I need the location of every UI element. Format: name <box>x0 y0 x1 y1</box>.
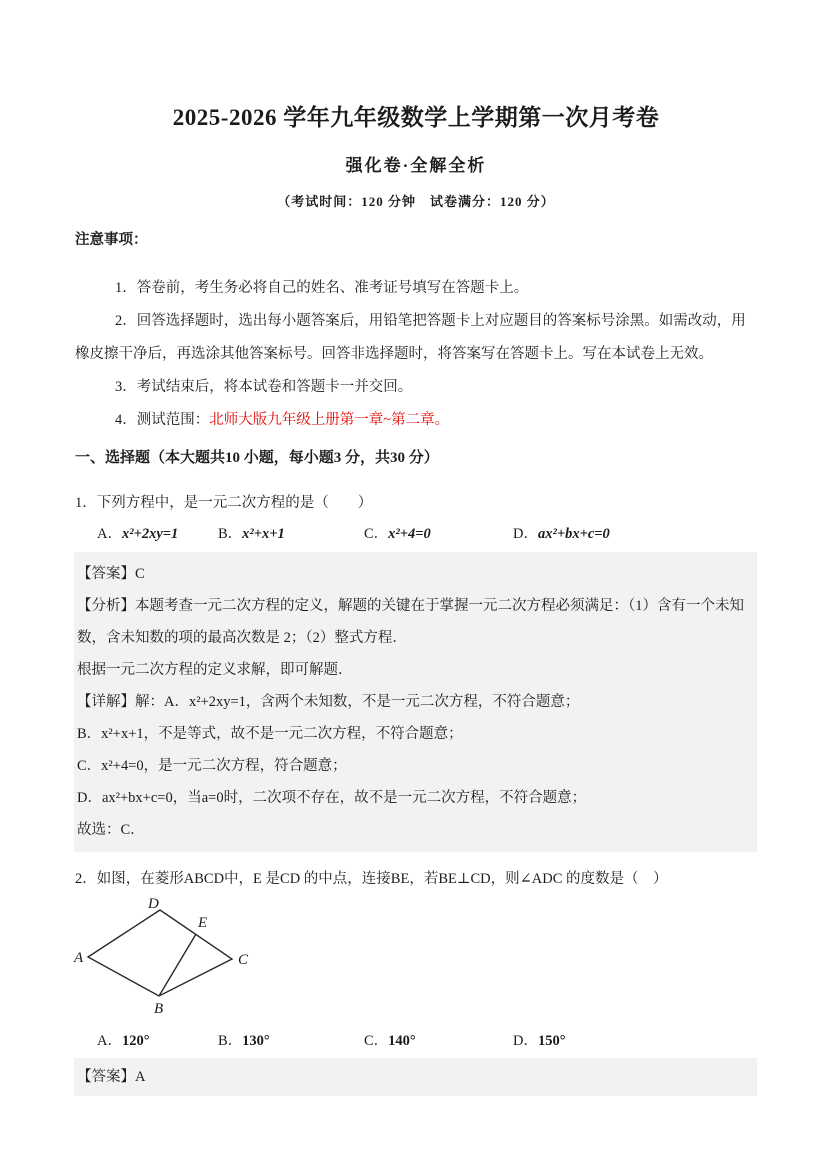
exam-info-line: （考试时间：120 分钟 试卷满分：120 分） <box>277 194 555 209</box>
q1-option-b-key: B． <box>218 525 243 542</box>
q2-option-b <box>218 1026 364 1056</box>
question-1-options <box>75 518 757 550</box>
q1-option-a <box>97 518 218 550</box>
q1-detail-line-d: D．ax²+bx+c=0，当a=0时，二次项不存在，故不是一元二次方程，不符合题意； <box>77 789 587 806</box>
q1-option-c-value: x²+4=0 <box>388 525 431 542</box>
q1-answer-line: 【答案】C <box>77 565 145 582</box>
q1-detail-line-c: C．x²+4=0，是一元二次方程，符合题意； <box>77 757 347 774</box>
notice-item-2: 2．回答选择题时，选出每小题答案后，用铅笔把答题卡上对应题目的答案标号涂黑。如需改动，用橡皮擦干净后，再选涂其他答案标号。回答非选择题时，将答案写在答题卡上。写在本试卷上无效。 <box>75 312 746 362</box>
q2-answer-line: 【答案】A <box>77 1068 146 1085</box>
page-subtitle: 强化卷·全解全析 <box>345 156 487 175</box>
rhombus-figure-svg <box>70 896 280 1026</box>
q2-option-a <box>97 1026 218 1056</box>
notice-section <box>75 224 757 437</box>
point-label-E: E <box>198 914 208 931</box>
page-title: 2025-2026 学年九年级数学上学期第一次月考卷 <box>172 105 660 130</box>
q2-option-c-key: C． <box>364 1032 389 1049</box>
q1-analysis-line-1: 【分析】本题考查一元二次方程的定义，解题的关键在于掌握一元二次方程必须满足：（1）含有一个未知数，含未知数的项的最高次数是 2；（2）整式方程． <box>77 597 744 646</box>
q1-detail-line-a: 【详解】解：A．x²+2xy=1，含两个未知数，不是一元二次方程，不符合题意； <box>77 693 580 710</box>
q1-option-c <box>364 518 513 550</box>
notice-heading: 注意事项： <box>75 232 148 248</box>
vertex-label-D: D <box>148 895 159 912</box>
question-2-stem: 2．如图，在菱形ABCD中，E 是CD 的中点，连接BE，若BE⊥CD，则∠ADC 的度数是（ ） <box>75 870 668 887</box>
notice-item-1: 1．答卷前，考生务必将自己的姓名、准考证号填写在答题卡上。 <box>115 279 529 296</box>
q1-analysis-line-2: 根据一元二次方程的定义求解，即可解题． <box>77 661 353 678</box>
q1-option-d <box>513 518 757 550</box>
vertex-label-A: A <box>74 949 84 966</box>
q1-conclusion-line: 故选：C． <box>77 821 145 838</box>
notice-item-3: 3．考试结束后，将本试卷和答题卡一并交回。 <box>115 378 413 395</box>
question-1-answer-block <box>74 552 757 852</box>
q2-option-d <box>513 1026 757 1056</box>
q2-option-b-value: 130° <box>242 1032 270 1049</box>
vertex-label-B: B <box>154 1000 164 1017</box>
q1-option-c-key: C． <box>364 525 389 542</box>
rhombus-outline <box>88 910 232 996</box>
q2-option-b-key: B． <box>218 1032 243 1049</box>
q1-option-a-value: x²+2xy=1 <box>121 525 179 542</box>
q1-option-d-value: ax²+bx+c=0 <box>537 525 610 542</box>
section-1-heading: 一、选择题（本大题共10 小题，每小题3 分，共30 分） <box>75 449 439 466</box>
q2-option-c <box>364 1026 513 1056</box>
question-2-options <box>75 1026 757 1056</box>
question-1-stem: 1．下列方程中，是一元二次方程的是（ ） <box>75 494 373 511</box>
q2-option-d-key: D． <box>513 1032 538 1049</box>
q1-option-d-key: D． <box>513 525 538 542</box>
q2-option-c-value: 140° <box>388 1032 416 1049</box>
q2-option-a-value: 120° <box>121 1032 150 1049</box>
q1-option-b-value: x²+x+1 <box>242 525 285 542</box>
notice-item-4-prefix: 4．测试范围： <box>115 411 210 428</box>
notice-item-4 <box>75 404 757 437</box>
question-2-answer-block <box>74 1058 757 1096</box>
question-2-figure <box>70 896 280 1026</box>
q1-detail-line-b: B．x²+x+1，不是等式，故不是一元二次方程，不符合题意； <box>77 725 463 742</box>
q1-option-b <box>218 518 364 550</box>
q2-option-a-key: A． <box>97 1032 122 1049</box>
q2-option-d-value: 150° <box>537 1032 566 1049</box>
vertex-label-C: C <box>238 951 249 968</box>
notice-item-4-scope: 北师大版九年级上册第一章~第二章。 <box>209 411 450 428</box>
q1-option-a-key: A． <box>97 525 122 542</box>
